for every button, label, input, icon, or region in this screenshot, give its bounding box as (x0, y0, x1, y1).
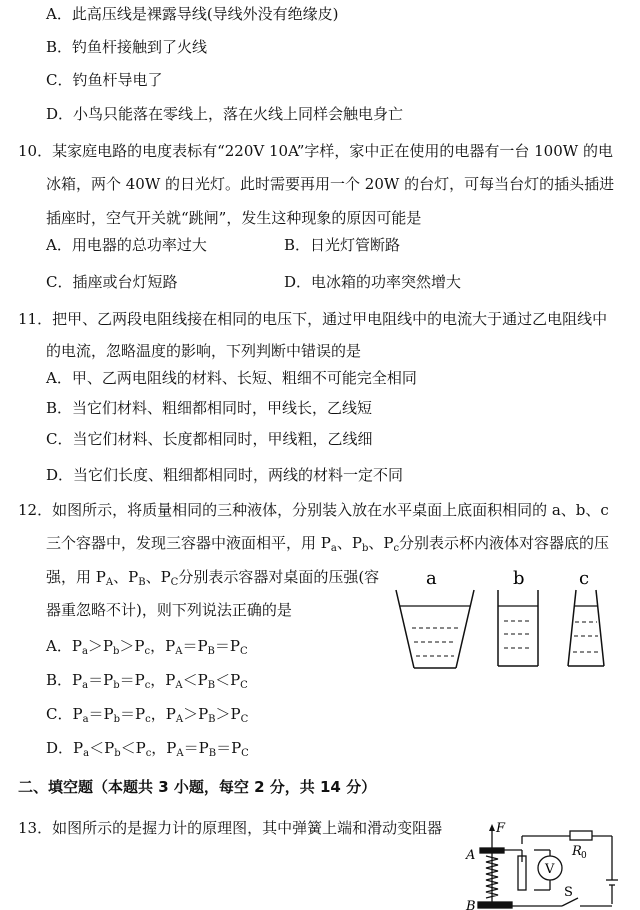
q9-option-b: B．钓鱼杆接触到了火线 (46, 38, 208, 56)
q11-option-a: A．甲、乙两电阻线的材料、长短、粗细不可能完全相同 (46, 369, 417, 387)
q10-stem-line1: 10．某家庭电路的电度表标有“220V 10A”字样，家中正在使用的电器有一台 100W 的电 (18, 142, 613, 160)
section-fill-in-title: 二、填空题（本题共 3 小题，每空 2 分，共 14 分） (18, 778, 377, 796)
q9-option-d: D．小鸟只能落在零线上，落在火线上同样会触电身亡 (46, 105, 404, 123)
q11-option-b: B．当它们材料、粗细都相同时，甲线长，乙线短 (46, 399, 373, 417)
container-label-a: a (426, 568, 437, 589)
q12-option-d: D．$P_a<P_b<P_c$，$P_A=P_B=P_C$ (46, 739, 249, 759)
q10-option-a: A．用电器的总功率过大 (46, 236, 207, 254)
q12-stem-line4: 器重忽略不计)，则下列说法正确的是 (46, 601, 292, 619)
label-A: A (466, 848, 476, 863)
q12-option-a: A．$P_a>P_b>P_c$，$P_A=P_B=P_C$ (46, 637, 248, 657)
q12-option-b: B．$P_a=P_b=P_c$，$P_A<P_B<P_C$ (46, 671, 248, 691)
container-label-c: c (579, 568, 590, 589)
q12-stem-line2: 三个容器中，发现三容器中液面相平，用 $P_a$、$P_b$、$P_c$分别表示杯内液体对容器底的压 (46, 534, 610, 554)
label-F: F (496, 822, 506, 836)
container-c (568, 590, 604, 666)
q10-stem-line3: 插座时，空气开关就“跳闸”，发生这种现象的原因可能是 (46, 209, 422, 227)
q9-option-a: A．此高压线是裸露导线(导线外没有绝缘皮) (46, 5, 339, 23)
container-label-b: b (513, 568, 525, 589)
q13-stem-line1: 13．如图所示的是握力计的原理图，其中弹簧上端和滑动变阻器 (18, 819, 443, 837)
q9-option-c: C．钓鱼杆导电了 (46, 71, 163, 89)
q10-option-b: B．日光灯管断路 (284, 236, 401, 254)
q12-option-c: C．$P_a=P_b=P_c$，$P_A>P_B>P_C$ (46, 705, 249, 725)
q10-option-d: D．电冰箱的功率突然增大 (284, 273, 462, 291)
q10-stem-line2: 冰箱，两个 40W 的日光灯。此时需要再用一个 20W 的台灯，可每当台灯的插头插进 (46, 175, 615, 193)
container-a (396, 590, 474, 668)
q11-option-d: D．当它们长度、粗细都相同时，两线的材料一定不同 (46, 466, 404, 484)
q12-stem-line3: 强，用 $P_A$、$P_B$、$P_C$分别表示容器对桌面的压强(容 (46, 568, 380, 588)
label-R0-sub: 0 (581, 851, 587, 861)
q12-containers-figure (386, 566, 616, 676)
q12-stem-line1: 12．如图所示，将质量相同的三种液体，分别装入放在水平桌面上底面积相同的 a、b、c (18, 501, 609, 519)
label-S: S (564, 885, 573, 900)
q10-option-c: C．插座或台灯短路 (46, 273, 178, 291)
container-b (498, 590, 538, 666)
label-V: V (545, 862, 555, 877)
q13-grip-meter-circuit (462, 822, 622, 910)
label-B: B (466, 899, 476, 910)
q11-stem-line1: 11．把甲、乙两段电阻线接在相同的电压下，通过甲电阻线中的电流大于通过乙电阻线中 (18, 310, 608, 328)
q11-stem-line2: 的电流，忽略温度的影响，下列判断中错误的是 (46, 342, 362, 360)
label-R0: R (572, 844, 582, 859)
q11-option-c: C．当它们材料、长度都相同时，甲线粗，乙线细 (46, 430, 373, 448)
